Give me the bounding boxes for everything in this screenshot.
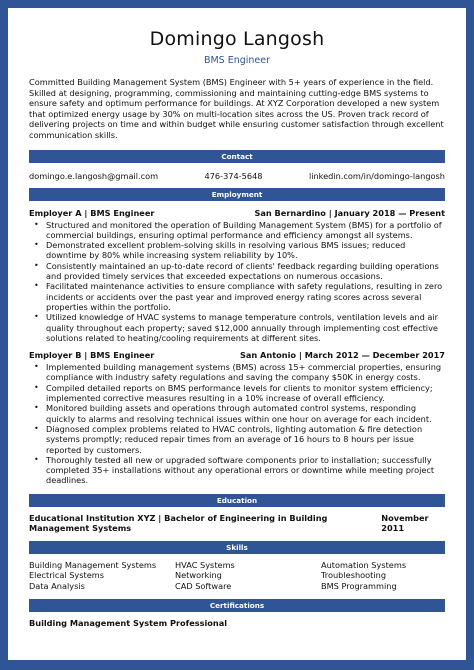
job-meta: San Bernardino | January 2018 — Present	[254, 207, 445, 218]
job-meta: San Antonio | March 2012 — December 2017	[239, 350, 445, 361]
skill-item: HVAC Systems	[175, 559, 235, 570]
skills-section-header: Skills	[29, 541, 445, 554]
employment-section-header: Employment	[29, 188, 445, 201]
skill-item: Building Management Systems	[29, 559, 157, 570]
skills-grid	[29, 560, 445, 591]
education-date: November 2011	[381, 512, 429, 533]
job-bullets	[29, 362, 445, 486]
job-bullet: • Structured and monitored the operation of Building Management System (BMS) for a portfolio of commercial buildings, ensuring optimal performance and efficiency amongst all systems.	[29, 220, 445, 241]
job-bullet: • Monitored building assets and operations through automated control systems, responding quickly to alarms and resolving technical issues within one hour on average for each incident.	[29, 403, 445, 424]
contact-section-header: Contact	[29, 150, 445, 163]
contact-linkedin[interactable]: linkedin.com/in/domingo-langosh	[308, 170, 445, 181]
education-section-header: Education	[29, 494, 445, 507]
education-entry	[29, 513, 445, 533]
certifications-section-header: Certifications	[29, 599, 445, 612]
candidate-title: BMS Engineer	[203, 55, 271, 66]
candidate-name: Domingo Langosh	[149, 28, 325, 50]
job-header	[29, 208, 445, 218]
job-bullet: • Facilitated maintenance activities to ensure compliance with safety regulations, resulting in zero incidents or accidents over the past year and improved energy rating scores across several properties within the portfolio.	[29, 281, 445, 312]
skill-item: CAD Software	[175, 580, 232, 591]
job-role: Employer B | BMS Engineer	[29, 350, 155, 361]
job-bullet: • Utilized knowledge of HVAC systems to manage temperature controls, ventilation levels and air quality throughout each property; saved $12,000 annually through implementing cost effective solutions related to heating/cooling requirements at different sites.	[29, 312, 445, 343]
job-bullets	[29, 220, 445, 344]
education-degree: Educational Institution XYZ | Bachelor of Engineering in Building Management Systems	[29, 512, 328, 533]
job-header	[29, 350, 445, 360]
contact-row	[29, 171, 445, 181]
job-role: Employer A | BMS Engineer	[29, 207, 155, 218]
job-bullet: • Consistently maintained an up-to-date record of clients' feedback regarding building operations and provided timely services that exceeded expectations on numerous occasions.	[29, 261, 445, 282]
contact-email[interactable]: domingo.e.langosh@gmail.com	[29, 170, 159, 181]
contact-phone[interactable]: 476-374-5648	[204, 170, 263, 181]
skill-item: Data Analysis	[29, 580, 85, 591]
skill-item: Networking	[175, 570, 222, 581]
skill-item: Automation Systems	[321, 559, 407, 570]
job-bullet: • Compiled detailed reports on BMS performance levels for clients to monitor system efficiency; implemented corrective measures resulting in a 10% increase of overall efficiency.	[29, 383, 445, 404]
job-bullet: • Demonstrated excellent problem-solving skills in resolving various BMS issues; reduced downtime by 80% while increasing system reliability by 10%.	[29, 240, 445, 261]
certification-item: Building Management System Professional	[29, 617, 228, 628]
job-bullet: • Implemented building management systems (BMS) across 15+ commercial properties, ensuring compliance with industry safety regulations and saving the company $50K in energy costs.	[29, 362, 445, 383]
skill-item: BMS Programming	[321, 580, 397, 591]
summary-paragraph: Committed Building Management System (BMS) Engineer with 5+ years of experience in the field. Skilled at designing, programming, commissioning and maintaining cutting-edge BMS systems to ensure safety and optimum performance for buildings. At XYZ Corporation developed a new system that optimized energy usage by 30% on multi-location sites across the US. Proven track record of delivering projects on time and within budget while ensuring customer satisfaction through excellent communication skills.	[29, 77, 444, 140]
skill-item: Troubleshooting	[321, 570, 387, 581]
job-bullet: • Thoroughly tested all new or upgraded software components prior to installation; successfully completed 35+ installations without any operational errors or downtime while meeting project deadlines.	[29, 455, 445, 486]
job-bullet: • Diagnosed complex problems related to HVAC controls, lighting automation & fire detection systems promptly; reduced repair times from an average of 16 hours to 8 hours per issue reported by customers.	[29, 424, 445, 455]
skill-item: Electrical Systems	[29, 570, 105, 581]
